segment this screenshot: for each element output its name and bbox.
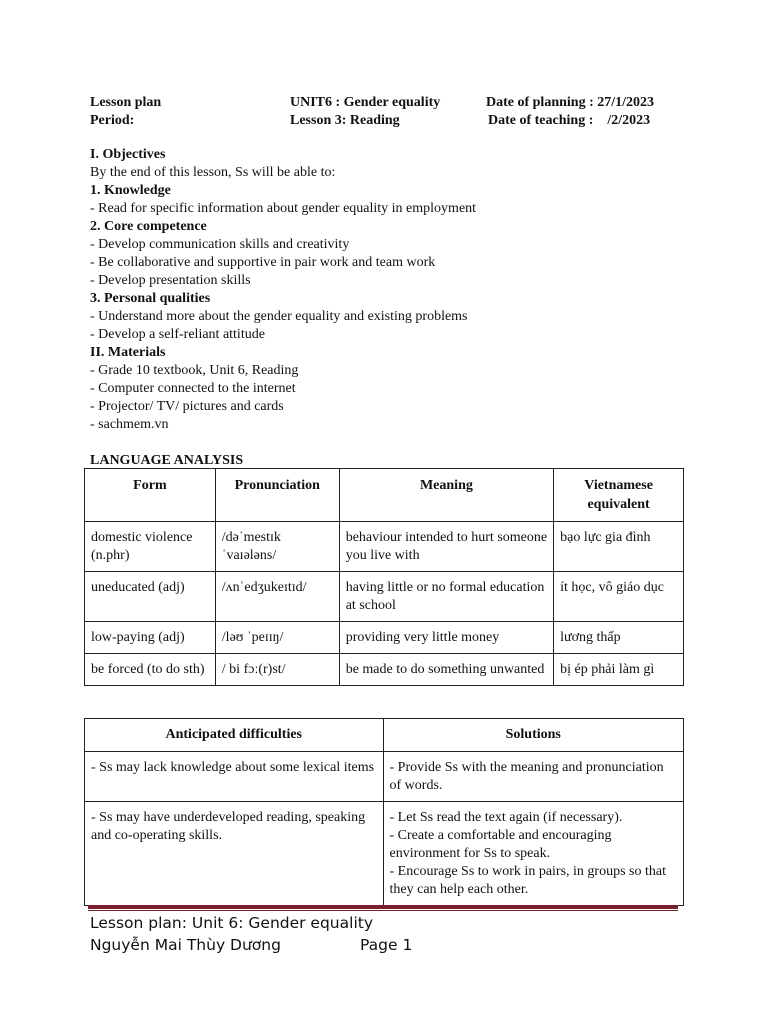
column-header: Meaning — [339, 469, 553, 522]
cell-meaning: having little or no formal education at school — [339, 572, 553, 622]
section-heading: 3. Personal qualities — [90, 291, 211, 306]
header-period: Period: — [90, 113, 135, 128]
table-row — [85, 572, 684, 622]
cell-vietnamese: bị ép phải làm gì — [554, 654, 684, 686]
section-heading: LANGUAGE ANALYSIS — [90, 453, 244, 468]
column-header: Vietnamese equivalent — [554, 469, 684, 522]
body-line: - Develop presentation skills — [90, 273, 251, 288]
body-line: - Develop communication skills and creativity — [90, 237, 350, 252]
section-heading: II. Materials — [90, 345, 166, 360]
table-row — [85, 622, 684, 654]
footer-divider-thin — [88, 910, 678, 911]
footer-divider — [88, 905, 678, 909]
body-line: - Computer connected to the internet — [90, 381, 296, 396]
cell-vietnamese: bạo lực gia đình — [554, 522, 684, 572]
body-line: - Develop a self-reliant attitude — [90, 327, 265, 342]
body-line: By the end of this lesson, Ss will be able to: — [90, 165, 336, 180]
cell-meaning: providing very little money — [339, 622, 553, 654]
cell-meaning: be made to do something unwanted — [339, 654, 553, 686]
table-row — [85, 654, 684, 686]
header-unit: UNIT6 : Gender equality — [290, 95, 441, 110]
cell-vietnamese: lương thấp — [554, 622, 684, 654]
cell-solution: - Let Ss read the text again (if necessary). - Create a comfortable and encouraging environment for Ss to speak. - Encourage Ss to work in pairs, in groups so that they can help each other. — [383, 802, 683, 906]
column-header: Form — [85, 469, 216, 522]
cell-form: domestic violence (n.phr) — [85, 522, 216, 572]
table-header-row — [85, 719, 684, 752]
cell-form: uneducated (adj) — [85, 572, 216, 622]
difficulties-table — [84, 718, 684, 906]
cell-vietnamese: ít học, vô giáo dục — [554, 572, 684, 622]
header-lesson: Lesson 3: Reading — [290, 113, 400, 128]
table-header-row — [85, 469, 684, 522]
header-date-teaching: Date of teaching : /2/2023 — [488, 113, 651, 128]
cell-form: low-paying (adj) — [85, 622, 216, 654]
body-line: - Read for specific information about gender equality in employment — [90, 201, 477, 216]
footer-author: Nguyễn Mai Thùy Dương — [90, 936, 281, 954]
cell-solution: - Provide Ss with the meaning and pronunciation of words. — [383, 752, 683, 802]
cell-form: be forced (to do sth) — [85, 654, 216, 686]
cell-meaning: behaviour intended to hurt someone you live with — [339, 522, 553, 572]
body-line: - Grade 10 textbook, Unit 6, Reading — [90, 363, 299, 378]
table-row — [85, 802, 684, 906]
body-line: - Be collaborative and supportive in pair work and team work — [90, 255, 436, 270]
header-date-planning: Date of planning : 27/1/2023 — [486, 95, 655, 110]
column-header: Solutions — [383, 719, 683, 752]
cell-pronunciation: /ləʊ ˈpeɪɪŋ/ — [215, 622, 339, 654]
cell-pronunciation: /ʌnˈedʒukeɪtɪd/ — [215, 572, 339, 622]
cell-pronunciation: /dəˈmestɪk ˈvaɪələns/ — [215, 522, 339, 572]
body-line: - Projector/ TV/ pictures and cards — [90, 399, 284, 414]
section-heading: I. Objectives — [90, 147, 166, 162]
lesson-content — [90, 146, 690, 470]
table-row — [85, 752, 684, 802]
footer-page-number: Page 1 — [360, 936, 413, 954]
body-line — [90, 434, 690, 452]
cell-difficulty: - Ss may have underdeveloped reading, speaking and co-operating skills. — [85, 802, 384, 906]
column-header: Pronunciation — [215, 469, 339, 522]
section-heading: 2. Core competence — [90, 219, 207, 234]
section-heading: 1. Knowledge — [90, 183, 171, 198]
body-line: - sachmem.vn — [90, 417, 169, 432]
cell-difficulty: - Ss may lack knowledge about some lexical items — [85, 752, 384, 802]
column-header: Anticipated difficulties — [85, 719, 384, 752]
header-lesson-plan: Lesson plan — [90, 95, 162, 110]
cell-pronunciation: / bi fɔː(r)st/ — [215, 654, 339, 686]
table-row — [85, 522, 684, 572]
body-line: - Understand more about the gender equality and existing problems — [90, 309, 468, 324]
language-analysis-table — [84, 468, 684, 686]
footer-title: Lesson plan: Unit 6: Gender equality — [90, 914, 373, 932]
